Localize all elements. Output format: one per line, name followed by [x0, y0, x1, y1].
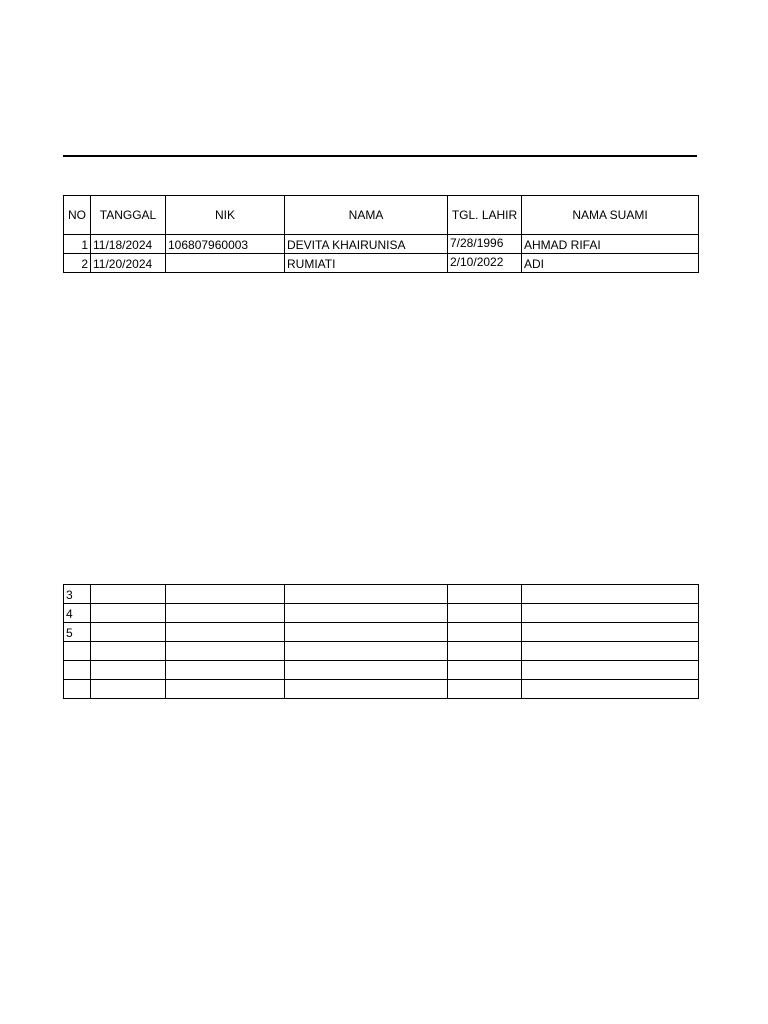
column-header-nama-suami: NAMA SUAMI	[522, 196, 699, 235]
cell-tgl-lahir[interactable]: 7/28/1996	[448, 235, 522, 254]
table-row	[64, 623, 699, 642]
header-divider-line	[63, 155, 697, 157]
cell-tanggal[interactable]	[91, 642, 166, 661]
cell-nama-suami[interactable]: ADI	[522, 254, 699, 273]
cell-tgl-lahir[interactable]	[448, 661, 522, 680]
cell-nama[interactable]	[285, 623, 448, 642]
cell-nama-suami[interactable]	[522, 604, 699, 623]
column-header-nik: NIK	[166, 196, 285, 235]
cell-tanggal[interactable]	[91, 604, 166, 623]
cell-no[interactable]	[64, 642, 91, 661]
cell-nama[interactable]: RUMIATI	[285, 254, 448, 273]
cell-no[interactable]	[64, 680, 91, 699]
cell-tanggal[interactable]	[91, 585, 166, 604]
table-row	[64, 642, 699, 661]
table-row	[64, 254, 699, 273]
cell-tgl-lahir[interactable]	[448, 642, 522, 661]
cell-nama-suami[interactable]	[522, 661, 699, 680]
continuation-table	[63, 584, 699, 699]
cell-tgl-lahir[interactable]: 2/10/2022	[448, 254, 522, 273]
cell-no[interactable]: 2	[64, 254, 91, 273]
cell-no[interactable]: 4	[64, 604, 91, 623]
cell-nama-suami[interactable]	[522, 680, 699, 699]
cell-tgl-lahir[interactable]	[448, 604, 522, 623]
cell-nik[interactable]	[166, 680, 285, 699]
cell-nik[interactable]	[166, 604, 285, 623]
cell-nama-suami[interactable]: AHMAD RIFAI	[522, 235, 699, 254]
table-row	[64, 604, 699, 623]
cell-tanggal[interactable]: 11/20/2024	[91, 254, 166, 273]
cell-no[interactable]: 3	[64, 585, 91, 604]
cell-nik[interactable]	[166, 661, 285, 680]
cell-no[interactable]	[64, 661, 91, 680]
table-header-row	[64, 196, 699, 235]
column-header-tanggal: TANGGAL	[91, 196, 166, 235]
table-row	[64, 585, 699, 604]
cell-nama[interactable]	[285, 661, 448, 680]
cell-tanggal[interactable]	[91, 661, 166, 680]
cell-nama[interactable]	[285, 680, 448, 699]
table-row	[64, 680, 699, 699]
cell-no[interactable]: 5	[64, 623, 91, 642]
cell-nama[interactable]	[285, 604, 448, 623]
cell-nik[interactable]	[166, 585, 285, 604]
registration-table	[63, 195, 699, 273]
cell-tanggal[interactable]: 11/18/2024	[91, 235, 166, 254]
cell-tgl-lahir[interactable]	[448, 680, 522, 699]
cell-tanggal[interactable]	[91, 623, 166, 642]
cell-nama[interactable]	[285, 642, 448, 661]
cell-nik[interactable]	[166, 254, 285, 273]
cell-nama[interactable]: DEVITA KHAIRUNISA	[285, 235, 448, 254]
cell-tgl-lahir[interactable]	[448, 585, 522, 604]
table-row	[64, 235, 699, 254]
column-header-no: NO	[64, 196, 91, 235]
table-row	[64, 661, 699, 680]
cell-tanggal[interactable]	[91, 680, 166, 699]
cell-nama-suami[interactable]	[522, 585, 699, 604]
cell-nama-suami[interactable]	[522, 623, 699, 642]
cell-nik[interactable]	[166, 642, 285, 661]
column-header-tgl-lahir: TGL. LAHIR	[448, 196, 522, 235]
cell-nik[interactable]: 106807960003	[166, 235, 285, 254]
cell-nama-suami[interactable]	[522, 642, 699, 661]
cell-no[interactable]: 1	[64, 235, 91, 254]
cell-nik[interactable]	[166, 623, 285, 642]
cell-nama[interactable]	[285, 585, 448, 604]
cell-tgl-lahir[interactable]	[448, 623, 522, 642]
column-header-nama: NAMA	[285, 196, 448, 235]
